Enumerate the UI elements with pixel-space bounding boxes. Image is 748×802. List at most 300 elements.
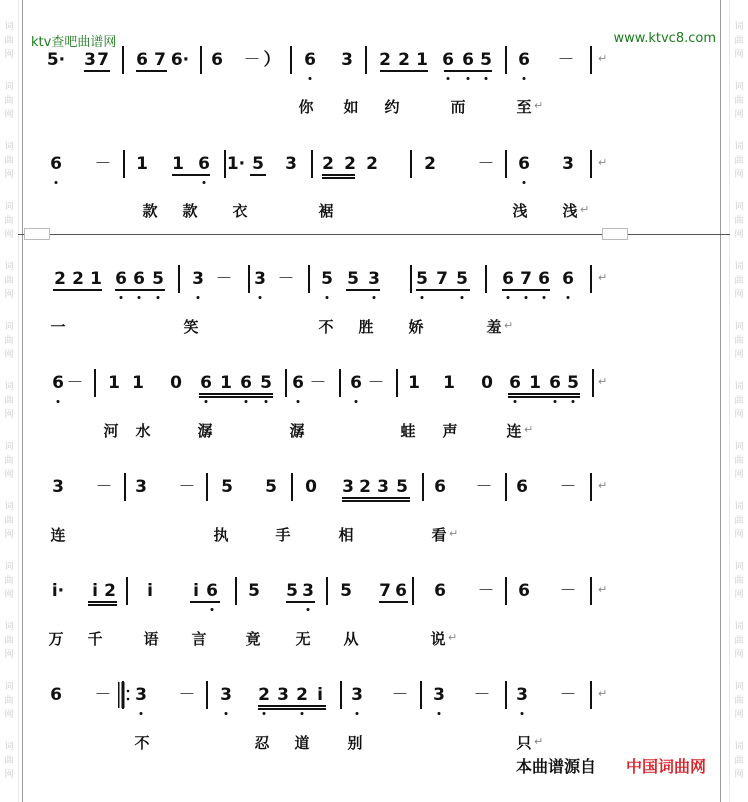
note-token: 3 (368, 269, 380, 289)
lyric-char: 言 (191, 630, 207, 648)
note-token: i (147, 581, 153, 601)
bar-line (590, 46, 592, 74)
bar-line (412, 577, 414, 605)
watermark-char: 词 (734, 262, 744, 272)
bar-line (206, 473, 208, 501)
note-token: 5 (396, 477, 408, 497)
bar-line (285, 369, 287, 397)
watermark-char: 曲 (4, 336, 14, 346)
beam-underline (190, 601, 220, 603)
low-octave-dot (120, 296, 123, 299)
note-token: － (178, 685, 196, 705)
low-octave-dot (521, 712, 524, 715)
low-octave-dot (523, 77, 526, 80)
lyric-char: 你 (298, 98, 314, 116)
paragraph-mark: ↵ (580, 203, 590, 216)
watermark-char: 词 (734, 502, 744, 512)
bar-line (291, 473, 293, 501)
low-octave-dot (567, 296, 570, 299)
watermark-char: 网 (4, 410, 14, 420)
low-octave-dot (356, 712, 359, 715)
watermark-char: 词 (734, 82, 744, 92)
watermark-char: 词 (4, 382, 14, 392)
note-token: 1 (136, 154, 148, 174)
watermark-char: 网 (4, 590, 14, 600)
beam-underline (136, 70, 167, 72)
note-token: 3 (377, 477, 389, 497)
note-token: 1 (529, 373, 541, 393)
paragraph-mark: ↵ (598, 375, 608, 388)
note-token: 6 (115, 269, 127, 289)
lyric-char: 别 (347, 734, 363, 752)
low-octave-dot (467, 77, 470, 80)
note-token: － (277, 269, 295, 289)
note-token: 6 (304, 50, 316, 70)
lyric-line (0, 524, 748, 546)
watermark-char: 网 (734, 530, 744, 540)
watermark-char: 网 (4, 50, 14, 60)
bar-line (365, 46, 367, 74)
lyric-char: 衣 (232, 202, 248, 220)
watermark-char: 词 (734, 442, 744, 452)
bar-line (248, 265, 250, 293)
watermark-char: 曲 (4, 396, 14, 406)
watermark-char: 网 (4, 770, 14, 780)
watermark-char: 曲 (734, 96, 744, 106)
note-token: 3 (52, 477, 64, 497)
note-token: 2 (359, 477, 371, 497)
watermark-char: 词 (4, 142, 14, 152)
note-token: 1 (108, 373, 120, 393)
watermark-char: 网 (734, 590, 744, 600)
paragraph-mark: ↵ (504, 319, 514, 332)
lyric-char: 款 (182, 202, 198, 220)
note-token: 2 (322, 154, 334, 174)
note-token: 6 (395, 581, 407, 601)
note-token: 5 (221, 477, 233, 497)
note-token: － (243, 50, 261, 70)
watermark-char: 曲 (734, 336, 744, 346)
note-token: 6 (509, 373, 521, 393)
bar-line (126, 577, 128, 605)
lyric-char: 不 (318, 318, 334, 336)
watermark-char: 词 (4, 82, 14, 92)
watermark-char: 网 (4, 350, 14, 360)
note-token: － (367, 373, 385, 393)
paragraph-mark: ↵ (598, 687, 608, 700)
watermark-char: 词 (734, 562, 744, 572)
note-token: 1 (408, 373, 420, 393)
low-octave-dot (225, 712, 228, 715)
lyric-char: 约 (384, 98, 400, 116)
note-token: 2 (379, 50, 391, 70)
watermark-char: 曲 (4, 456, 14, 466)
note-token: 3 (84, 50, 96, 70)
note-token: 7 (520, 269, 532, 289)
lyric-char: 一 (50, 318, 66, 336)
bar-line (339, 369, 341, 397)
repeat-sign (118, 680, 130, 713)
beam-underline (88, 604, 117, 606)
notation-line (0, 269, 748, 301)
note-token: 1 (220, 373, 232, 393)
low-octave-dot (140, 712, 143, 715)
beam-underline (199, 396, 273, 398)
note-token: 2 (344, 154, 356, 174)
beam-underline (286, 601, 315, 603)
paragraph-mark: ↵ (534, 735, 544, 748)
note-token: 5 (286, 581, 298, 601)
watermark-char: 曲 (4, 276, 14, 286)
note-token: 6 (198, 154, 210, 174)
note-token: 3 (220, 685, 232, 705)
notation-line (0, 373, 748, 405)
site-url-header: www.ktvc8.com (613, 31, 716, 46)
low-octave-dot (543, 296, 546, 299)
note-token: 6 (211, 50, 223, 70)
lyric-char: 娇 (408, 318, 424, 336)
note-token: 2 (104, 581, 116, 601)
note-token: 3 (351, 685, 363, 705)
low-octave-dot (205, 400, 208, 403)
lyric-char: 蛙 (400, 422, 416, 440)
note-token: 3 (135, 685, 147, 705)
low-octave-dot (263, 712, 266, 715)
bar-line (235, 577, 237, 605)
low-octave-dot (157, 296, 160, 299)
lyric-char: 相 (338, 526, 354, 544)
low-octave-dot (525, 296, 528, 299)
low-octave-dot (485, 77, 488, 80)
note-token: 2 (296, 685, 308, 705)
bar-line (311, 150, 313, 178)
watermark-char: 曲 (4, 36, 14, 46)
watermark-char: 曲 (734, 516, 744, 526)
watermark-char: 词 (4, 202, 14, 212)
bar-line (308, 265, 310, 293)
note-token: 6 (136, 50, 148, 70)
lyric-char: 而 (450, 98, 466, 116)
lyric-char: 语 (143, 630, 159, 648)
lyric-line (0, 200, 748, 222)
note-token: 2 (72, 269, 84, 289)
note-token: 6 (442, 50, 454, 70)
note-token: 2 (398, 50, 410, 70)
bar-line (123, 150, 125, 178)
lyric-char: 浅 (512, 202, 528, 220)
note-token: 3 (135, 477, 147, 497)
bar-line (410, 265, 412, 293)
low-octave-dot (373, 296, 376, 299)
watermark-char: 词 (4, 502, 14, 512)
beam-underline (342, 500, 410, 502)
beam-underline (53, 289, 102, 291)
lyric-char: 执 (213, 526, 229, 544)
low-octave-dot (57, 400, 60, 403)
watermark-char: 网 (734, 410, 744, 420)
note-token: 5 (480, 50, 492, 70)
note-token: 1· (226, 154, 246, 174)
bar-line (505, 473, 507, 501)
watermark-char: 词 (4, 622, 14, 632)
note-token: 3 (433, 685, 445, 705)
low-octave-dot (55, 181, 58, 184)
note-token: 5 (321, 269, 333, 289)
note-token: 0 (170, 373, 182, 393)
note-token: 5 (248, 581, 260, 601)
bar-line (590, 681, 592, 709)
note-token: 3 (254, 269, 266, 289)
note-token: － (391, 685, 409, 705)
watermark-char: 曲 (734, 216, 744, 226)
watermark-char: 词 (4, 682, 14, 692)
low-octave-dot (259, 296, 262, 299)
watermark-char: 曲 (4, 216, 14, 226)
note-token: 5 (340, 581, 352, 601)
note-token: 6 (52, 373, 64, 393)
bar-line (410, 150, 412, 178)
bar-line (505, 681, 507, 709)
note-token: 7 (436, 269, 448, 289)
bar-line (340, 681, 342, 709)
lyric-line (0, 628, 748, 650)
watermark-char: 词 (734, 382, 744, 392)
lyric-line (0, 732, 748, 754)
low-octave-dot (554, 400, 557, 403)
note-token: 2 (54, 269, 66, 289)
watermark-char: 词 (734, 742, 744, 752)
lyric-char: 水 (135, 422, 151, 440)
bar-line (396, 369, 398, 397)
lyric-char: 看 (431, 526, 447, 544)
bar-line (505, 46, 507, 74)
note-token: i (92, 581, 98, 601)
bar-line (505, 577, 507, 605)
note-token: 6 (549, 373, 561, 393)
beam-underline (508, 396, 580, 398)
low-octave-dot (138, 296, 141, 299)
lyric-char: 手 (275, 526, 291, 544)
note-token: 0 (305, 477, 317, 497)
note-token: － (95, 477, 113, 497)
watermark-char: 网 (4, 710, 14, 720)
bar-line (206, 681, 208, 709)
paragraph-mark: ↵ (448, 631, 458, 644)
watermark-char: 曲 (734, 456, 744, 466)
note-token: 7 (97, 50, 109, 70)
note-token: － (178, 477, 196, 497)
lyric-char: 千 (87, 630, 103, 648)
beam-underline (199, 393, 273, 395)
lyric-line (0, 420, 748, 442)
watermark-char: 网 (4, 530, 14, 540)
note-token: 3 (192, 269, 204, 289)
note-token: 5 (567, 373, 579, 393)
note-token: 6 (518, 154, 530, 174)
note-token: 6 (350, 373, 362, 393)
watermark-char: 曲 (4, 756, 14, 766)
watermark-char: 词 (4, 322, 14, 332)
note-token: i· (51, 581, 65, 601)
note-token: 5 (152, 269, 164, 289)
low-octave-dot (326, 296, 329, 299)
bar-line (592, 369, 594, 397)
bar-line (178, 265, 180, 293)
watermark-char: 词 (734, 142, 744, 152)
note-token: 6 (200, 373, 212, 393)
page-break-marker-left (24, 228, 50, 240)
lyric-char: 笑 (183, 318, 199, 336)
note-token: － (475, 477, 493, 497)
note-token: 7 (379, 581, 391, 601)
note-token: － (473, 685, 491, 705)
note-token: 6 (292, 373, 304, 393)
low-octave-dot (438, 712, 441, 715)
lyric-char: 羞 (486, 318, 502, 336)
bar-line (505, 150, 507, 178)
watermark-char: 网 (734, 50, 744, 60)
note-token: 6 (518, 50, 530, 70)
beam-underline (84, 70, 110, 72)
watermark-char: 曲 (734, 156, 744, 166)
watermark-char: 网 (734, 350, 744, 360)
note-token: 6 (462, 50, 474, 70)
source-site: 中国词曲网 (626, 757, 707, 776)
bar-line (200, 46, 202, 74)
bar-line (485, 265, 487, 293)
note-token: 6 (434, 581, 446, 601)
low-octave-dot (309, 77, 312, 80)
note-token: 6 (50, 685, 62, 705)
bar-line (124, 473, 126, 501)
note-token: 6· (170, 50, 190, 70)
source-label: 本曲谱源自 (516, 757, 597, 776)
low-octave-dot (523, 181, 526, 184)
watermark-char: 词 (4, 742, 14, 752)
low-octave-dot (572, 400, 575, 403)
note-token: i (317, 685, 323, 705)
note-token: 1 (172, 154, 184, 174)
note-token: 5· (46, 50, 66, 70)
note-token: 5 (265, 477, 277, 497)
note-token: － (559, 685, 577, 705)
bar-line (224, 150, 226, 178)
page-break-marker-right (602, 228, 628, 240)
watermark-char: 曲 (734, 756, 744, 766)
note-token: 5 (456, 269, 468, 289)
note-token: 6 (240, 373, 252, 393)
lyric-char: 声 (442, 422, 458, 440)
watermark-char: 网 (734, 650, 744, 660)
note-token: 3 (341, 50, 353, 70)
watermark-char: 网 (734, 290, 744, 300)
watermark-char: 词 (4, 562, 14, 572)
watermark-char: 曲 (734, 576, 744, 586)
beam-underline (322, 174, 355, 176)
beam-underline (88, 601, 117, 603)
paragraph-mark: ↵ (598, 271, 608, 284)
note-token: 6 (434, 477, 446, 497)
beam-underline (508, 393, 580, 395)
beam-underline (342, 497, 410, 499)
beam-underline (258, 708, 326, 710)
site-name-header: ktv查吧曲谱网 (31, 35, 117, 50)
note-token: 2 (366, 154, 378, 174)
lyric-line (0, 96, 748, 118)
beam-underline (444, 70, 492, 72)
note-token: 5 (260, 373, 272, 393)
paragraph-mark: ↵ (598, 156, 608, 169)
watermark-char: 曲 (4, 636, 14, 646)
note-token: 3 (516, 685, 528, 705)
watermark-char: 网 (734, 110, 744, 120)
watermark-char: 网 (4, 650, 14, 660)
watermark-char: 曲 (4, 156, 14, 166)
bar-line (326, 577, 328, 605)
note-token: － (66, 373, 84, 393)
note-token: i (193, 581, 199, 601)
watermark-char: 曲 (734, 636, 744, 646)
low-octave-dot (514, 400, 517, 403)
note-token: 2 (424, 154, 436, 174)
note-token: 3 (302, 581, 314, 601)
note-token: ） (263, 50, 281, 70)
paragraph-mark: ↵ (524, 423, 534, 436)
note-token: 1 (132, 373, 144, 393)
note-token: 3 (342, 477, 354, 497)
note-token: － (559, 477, 577, 497)
lyric-char: 潺 (197, 422, 213, 440)
watermark-char: 词 (4, 22, 14, 32)
lyric-char: 连 (50, 526, 66, 544)
watermark-char: 曲 (4, 516, 14, 526)
note-token: － (309, 373, 327, 393)
bar-line (290, 46, 292, 74)
low-octave-dot (297, 400, 300, 403)
low-octave-dot (197, 296, 200, 299)
lyric-char: 说 (430, 630, 446, 648)
watermark-char: 网 (4, 110, 14, 120)
note-token: 3 (285, 154, 297, 174)
beam-underline (416, 289, 470, 291)
watermark-char: 曲 (4, 576, 14, 586)
bar-line (122, 46, 124, 74)
note-token: 1 (443, 373, 455, 393)
watermark-char: 词 (734, 22, 744, 32)
watermark-char: 网 (4, 470, 14, 480)
watermark-char: 曲 (4, 96, 14, 106)
lyric-char: 不 (134, 734, 150, 752)
low-octave-dot (301, 712, 304, 715)
note-token: － (477, 154, 495, 174)
watermark-char: 曲 (4, 696, 14, 706)
low-octave-dot (507, 296, 510, 299)
beam-underline (502, 289, 550, 291)
paragraph-mark: ↵ (598, 52, 608, 65)
bar-line (590, 150, 592, 178)
low-octave-dot (421, 296, 424, 299)
lyric-char: 胜 (358, 318, 374, 336)
low-octave-dot (245, 400, 248, 403)
note-token: 3 (562, 154, 574, 174)
watermark-char: 词 (4, 442, 14, 452)
paragraph-mark: ↵ (449, 527, 459, 540)
beam-underline (322, 177, 355, 179)
low-octave-dot (211, 608, 214, 611)
watermark-char: 网 (734, 470, 744, 480)
bar-line (420, 681, 422, 709)
watermark-char: 词 (734, 202, 744, 212)
